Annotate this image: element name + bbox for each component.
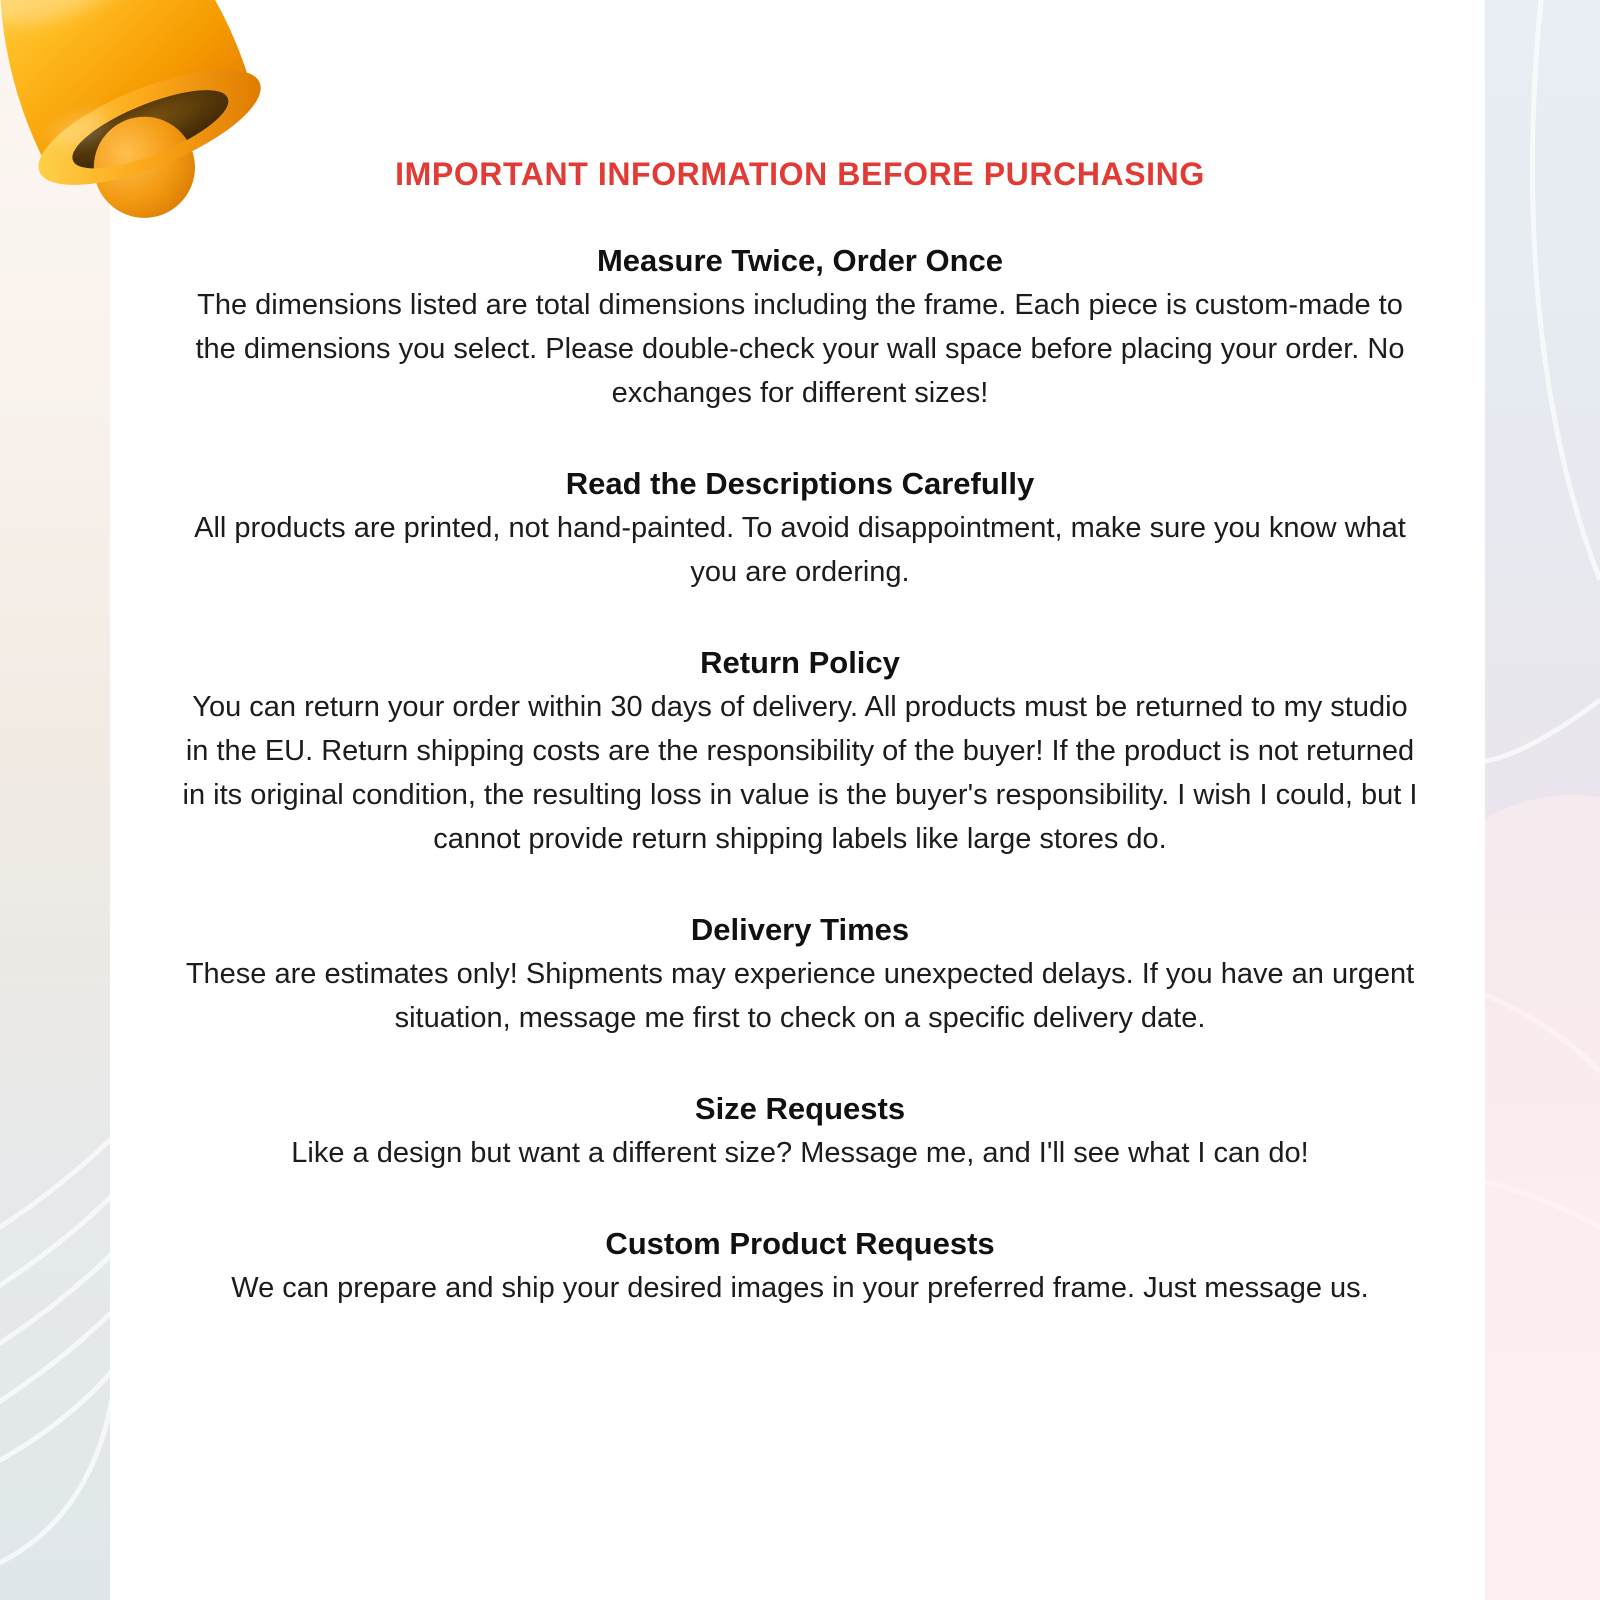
section-heading: Size Requests [694, 1091, 906, 1126]
section-body: The dimensions listed are total dimensions including the frame. Each piece is custom-made to the dimensions you select. Please double-check your wall space before placing your order. No exchanges for different sizes! [195, 289, 1405, 409]
section-body: We can prepare and ship your desired images in your preferred frame. Just message us. [231, 1272, 1369, 1304]
section-body: These are estimates only! Shipments may experience unexpected delays. If you have an urgent situation, message me first to check on a specific delivery date. [185, 958, 1415, 1034]
right-band-arc-lines [1484, 0, 1600, 1600]
section-heading: Measure Twice, Order Once [596, 243, 1004, 278]
section-heading: Read the Descriptions Carefully [565, 466, 1035, 501]
section-body: You can return your order within 30 days of delivery. All products must be returned to my studio in the EU. Return shipping costs are the responsibility of the buyer! If the product is not returned in its original condition, the resulting loss in value is the buyer's responsibility. I wish I could, but I cannot provide return shipping labels like large stores do. [182, 691, 1418, 855]
info-content [180, 0, 1420, 1357]
section-delivery-times [180, 908, 1420, 1040]
section-read-descriptions [180, 462, 1420, 594]
section-custom-product-requests [180, 1222, 1420, 1310]
section-body: All products are printed, not hand-painted. To avoid disappointment, make sure you know what you are ordering. [194, 512, 1406, 588]
section-body: Like a design but want a different size? Message me, and I'll see what I can do! [291, 1137, 1309, 1169]
right-decorative-band [1484, 0, 1600, 1600]
page-title: IMPORTANT INFORMATION BEFORE PURCHASING [395, 156, 1205, 192]
section-heading: Custom Product Requests [605, 1226, 995, 1261]
section-heading: Delivery Times [690, 912, 910, 947]
section-size-requests [180, 1087, 1420, 1175]
section-measure-twice [180, 239, 1420, 415]
section-heading: Return Policy [700, 645, 900, 680]
section-return-policy [180, 641, 1420, 861]
